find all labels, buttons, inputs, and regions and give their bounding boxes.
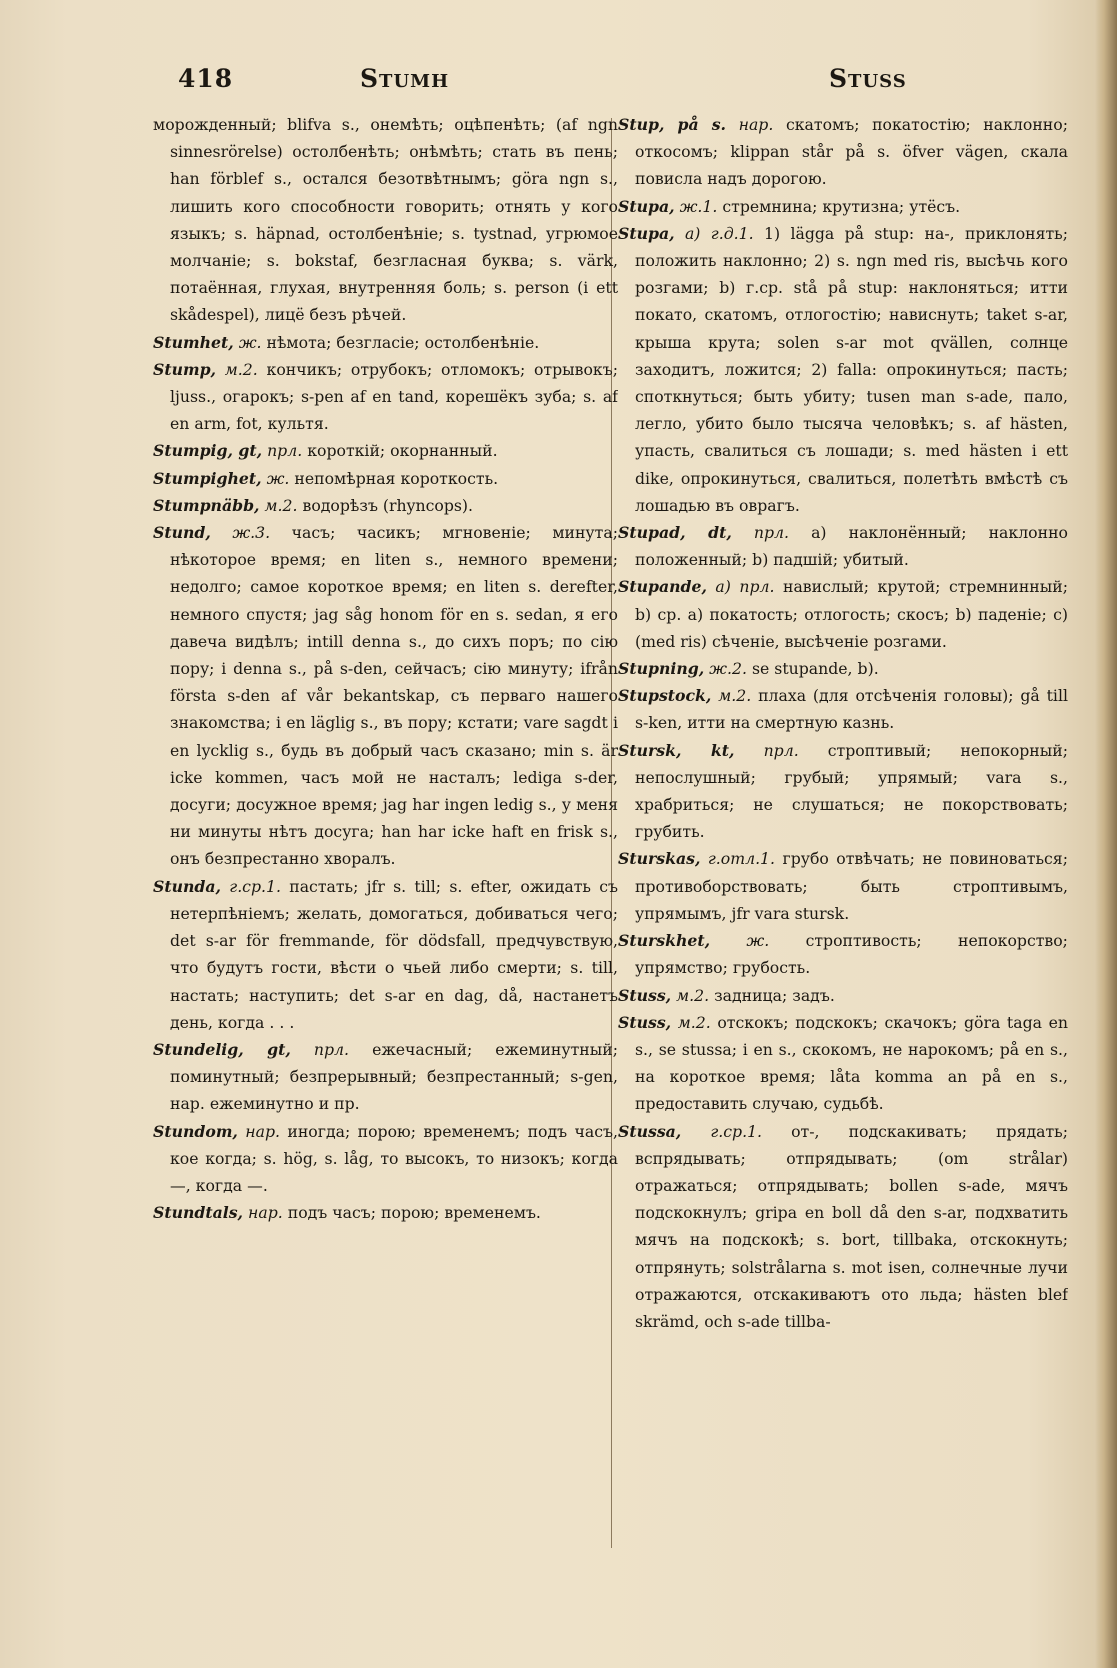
dictionary-entry	[153, 111, 618, 329]
dictionary-entry	[153, 1036, 618, 1118]
headword: Stupad, dt,	[618, 523, 732, 543]
dictionary-entry	[153, 492, 618, 519]
definition: короткій; окорнанный.	[307, 441, 498, 461]
headword: Stupande,	[618, 577, 707, 597]
headword: Stundtals,	[153, 1203, 244, 1223]
headword: Stupning,	[618, 659, 705, 679]
part-of-speech: нар.	[245, 1121, 280, 1141]
definition: часъ; часикъ; мгновеніе; минута; нѣкоторое время; en liten s., немного времени; недолго; самое короткое время; en liten s. derefter, немного спустя; jag såg honom för en s. sedan, я его давеча видѣлъ; intill denna s., до сихъ поръ; по сію пору; i denna s., på s-den, сейчасъ; сію минуту; ifrån första s-den af vår bekantskap, съ перваго нашего знакомства; i en läglig s., въ пору; кстати; vare sagdt i en lycklig s., будь въ добрый часъ сказано; min s. är icke kommen, часъ мой не насталъ; lediga s-der, досуги; досужное время; jag har ingen ledig s., у меня ни минуты нѣтъ досуга; han har icke haft en frisk s., онъ безпрестанно хворалъ.	[170, 523, 618, 869]
dictionary-entry	[618, 519, 1068, 573]
right-running-head: Stuss	[829, 64, 907, 93]
headword: Stupstock,	[618, 686, 712, 706]
page-number: 418	[178, 64, 234, 93]
book-binding	[1095, 0, 1117, 1668]
headword: Stumhet,	[153, 332, 234, 352]
headword: Stumpig, gt,	[153, 441, 263, 461]
part-of-speech: м.2.	[224, 359, 258, 379]
definition: строптивость; непокорство; упрямство; грубость.	[635, 931, 1068, 978]
part-of-speech: a) прл.	[715, 577, 775, 597]
dictionary-entry	[618, 220, 1068, 519]
part-of-speech: м.2.	[264, 495, 298, 515]
definition: морожденный; blifva s., онемѣть; оцѣпенѣть; (af ngn sinnesrörelse) остолбенѣть; онѣмѣть; стать въ пень; han förblef s., остался безотвѣтнымъ; göra ngn s., лишить кого способности говорить; отнять у кого языкъ; s. häpnad, остолбенѣніе; s. tystnad, угрюмое молчаніе; s. bokstaf, безгласная буква; s. värk, потаённая, глухая, внутренняя боль; s. person (i ett skådespel), лицё безъ рѣчей.	[153, 115, 618, 325]
part-of-speech: ж.1.	[679, 196, 718, 216]
part-of-speech: прл.	[313, 1039, 350, 1059]
headword: Stupa,	[618, 223, 675, 243]
definition: водорѣзъ (rhyncops).	[302, 495, 474, 515]
part-of-speech: м.2.	[718, 686, 752, 706]
definition: нѣмота; безгласіе; остолбенѣніе.	[266, 332, 540, 352]
dictionary-entry	[618, 193, 1068, 220]
headword: Stuss,	[618, 985, 672, 1005]
definition: строптивый; непокорный; непослушный; грубый; упрямый; vara s., храбриться; не слушаться; не покорствовать; грубить.	[635, 740, 1068, 842]
dictionary-entry	[618, 682, 1068, 736]
definition: пастать; jfr s. till; s. efter, ожидать съ нетерпѣніемъ; желать, домогаться, добиваться чего; det s-ar för fremmande, för dödsfall, предчувствую, что будутъ гости, вѣсти о чьей либо смерти; s. till, настать; наступить; det s-ar en dag, då, настанетъ день, когда . . .	[170, 876, 618, 1032]
definition: se stupande, b).	[751, 659, 879, 679]
definition: подъ часъ; порою; временемъ.	[287, 1203, 541, 1223]
part-of-speech: м.2.	[677, 1012, 711, 1032]
dictionary-entry	[618, 111, 1068, 193]
dictionary-entry	[618, 845, 1068, 927]
dictionary-entry	[153, 1199, 618, 1226]
part-of-speech: нар.	[738, 115, 774, 134]
headword: Stumpighet,	[153, 468, 262, 488]
headword: Stursk, kt,	[618, 740, 735, 760]
dictionary-entry	[618, 655, 1068, 682]
definition: отскокъ; подскокъ; скачокъ; göra taga en s., se stussa; i en s., скокомъ, не нарокомъ; på en s., на короткое время; låta komma an på en s., предоставить случаю, судьбѣ.	[635, 1012, 1068, 1114]
definition: 1) lägga på stup: на-, приклонять; положить наклонно; 2) s. ngn med ris, высѣчь кого розгами; b) г.ср. stå på stup: наклоняться; итти покато, скатомъ, отлогостію; нависнуть; taket s-ar, крыша крута; solen s-ar mot qvällen, солнце заходитъ, ложится; 2) falla: опрокинуться; пасть; споткнуться; быть убиту; tusen man s-ade, пало, легло, убито было тысяча человѣкъ; s. af hästen, упасть, свалиться съ лошади; s. med hästen i ett dike, опрокинуться, свалиться, полетѣть вмѣстѣ съ лошадью въ оврагъ.	[635, 223, 1068, 515]
headword: Stund,	[153, 523, 211, 543]
headword: Stundom,	[153, 1121, 238, 1141]
definition: иногда; порою; временемъ; подъ часъ, кое когда; s. hög, s. låg, то высокъ, то низокъ; когда —, когда —.	[170, 1121, 618, 1195]
definition: грубо отвѣчать; не повиноваться; противоборствовать; быть строптивымъ, упрямымъ, jfr vara stursk.	[635, 849, 1068, 923]
headword: Stuss,	[618, 1012, 672, 1032]
part-of-speech: прл.	[267, 441, 303, 461]
part-of-speech: a) г.д.1.	[684, 223, 754, 243]
headword: Sturskhet,	[618, 931, 711, 951]
headword: Stussa,	[618, 1121, 682, 1141]
part-of-speech: ж.3.	[232, 523, 271, 543]
part-of-speech: ж.2.	[709, 659, 747, 679]
headword: Stumpnäbb,	[153, 495, 260, 515]
dictionary-entry	[153, 873, 618, 1036]
definition: ежечасный; ежеминутный; поминутный; безпрерывный; безпрестанный; s-gen, нар. ежеминутно и пр.	[170, 1039, 618, 1114]
dictionary-entry	[153, 519, 618, 873]
definition: стремнина; крутизна; утёсъ.	[722, 196, 961, 216]
part-of-speech: г.отл.1.	[707, 849, 776, 869]
left-column	[153, 111, 618, 1656]
definition: задница; задъ.	[714, 985, 835, 1005]
definition: от-, подскакивать; прядать; вспрядывать; отпрядывать; (om strålar) отражаться; отпрядывать; bollen s-ade, мячъ подскокнулъ; gripa en boll då den s-ar, подхватить мячъ на подскокѣ; s. bort, tillbaka, отскокнуть; отпрянуть; solstrålarna s. mot isen, солнечные лучи отражаются, отскакиваютъ ото льда; hästen blef skrämd, och s-ade tillba-	[635, 1121, 1068, 1331]
dictionary-entry	[153, 329, 618, 356]
part-of-speech: прл.	[753, 523, 789, 543]
dictionary-entry	[618, 1009, 1068, 1118]
part-of-speech: нар.	[248, 1203, 283, 1223]
dictionary-entry	[153, 1118, 618, 1200]
definition: навислый; крутой; стремнинный; b) ср. a) покатость; отлогость; скосъ; b) паденіе; c) (med ris) сѣченіе, высѣченіе розгами.	[635, 577, 1068, 651]
part-of-speech: г.ср.1.	[229, 876, 281, 896]
headword: Stup, på s.	[618, 115, 727, 134]
part-of-speech: г.ср.1.	[710, 1121, 763, 1141]
dictionary-entry	[618, 982, 1068, 1009]
part-of-speech: ж.	[238, 332, 262, 352]
dictionary-entry	[618, 737, 1068, 846]
dictionary-entry	[618, 1118, 1068, 1336]
headword: Stunda,	[153, 876, 221, 896]
part-of-speech: ж.	[746, 931, 770, 951]
definition: скатомъ; покатостію; наклонно; откосомъ; klippan står på s. öfver vägen, скала повисла надъ дорогою.	[635, 115, 1068, 189]
headword: Stundelig, gt,	[153, 1039, 291, 1059]
part-of-speech: ж.	[266, 468, 290, 488]
headword: Stupa,	[618, 196, 675, 216]
definition: плаха (для отсѣченія головы); gå till s-ken, итти на смертную казнь.	[635, 686, 1068, 733]
dictionary-entry	[153, 465, 618, 492]
left-running-head: Stumh	[360, 64, 450, 93]
headword: Stump,	[153, 359, 217, 379]
dictionary-entry	[153, 356, 618, 438]
dictionary-entry	[618, 927, 1068, 981]
headword: Sturskas,	[618, 849, 701, 869]
dictionary-entry	[153, 437, 618, 464]
part-of-speech: м.2.	[676, 985, 710, 1005]
definition: непомѣрная короткость.	[294, 468, 499, 488]
definition: a) наклонённый; наклонно положенный; b) падшій; убитый.	[635, 523, 1068, 570]
right-column	[618, 111, 1068, 1656]
dictionary-entry	[618, 573, 1068, 655]
definition: кончикъ; отрубокъ; отломокъ; отрывокъ; ljuss., огарокъ; s-pen af en tand, корешёкъ зуба; s. af en arm, fot, культя.	[170, 359, 618, 434]
part-of-speech: прл.	[763, 740, 799, 760]
